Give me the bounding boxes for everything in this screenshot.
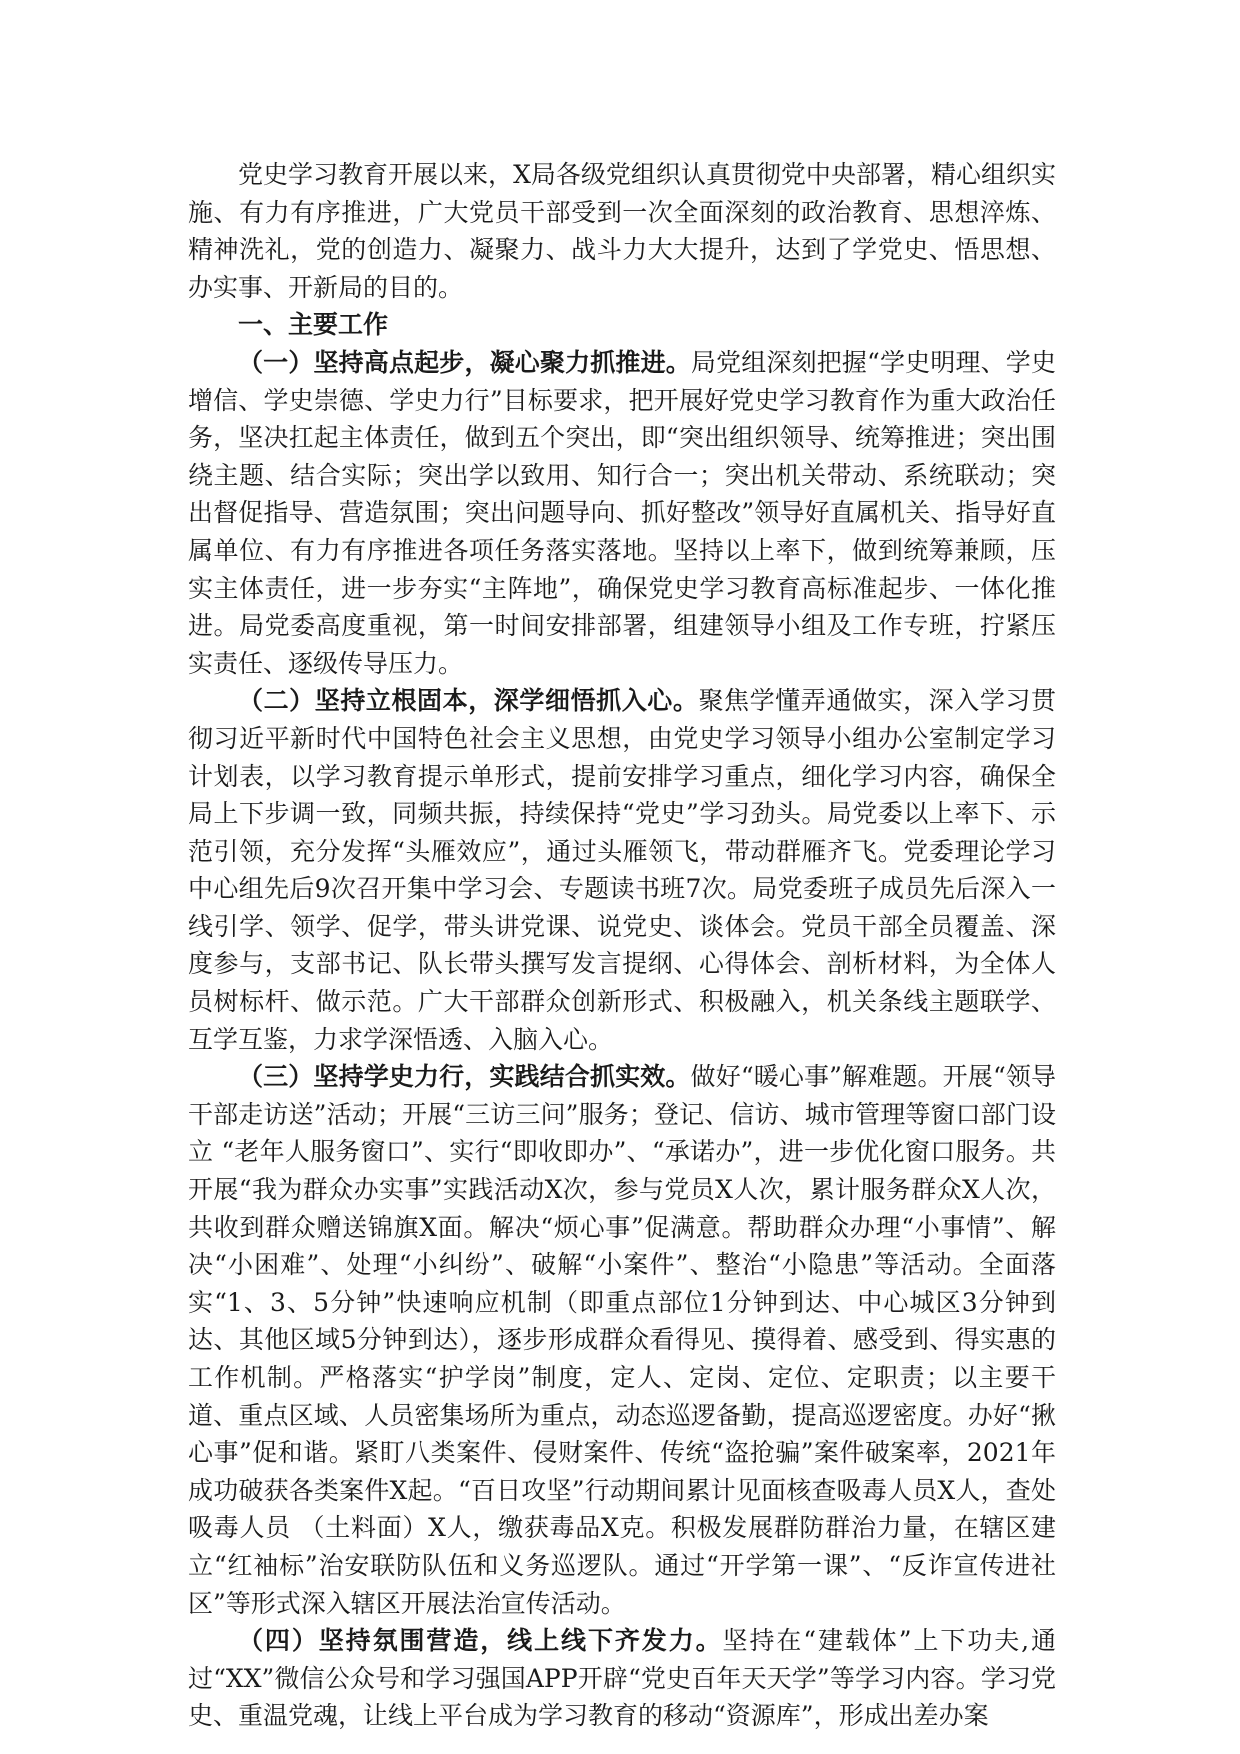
work-item-paragraph <box>188 682 1056 1058</box>
section-heading-main-work: 一、主要工作 <box>238 310 389 340</box>
work-item-lead: （二）坚持立根固本，深学细悟抓入心。 <box>238 686 699 716</box>
work-item-body: 做好“暖心事”解难题。开展“领导干部走访送”活动；开展“三访三问”服务；登记、信访、城市管理等窗口部门设立 “老年人服务窗口”、实行“即收即办”、“承诺办”，进一步优化窗口服务。共开展“我为群众办实事”实践活动X次，参与党员X人次，累计服务群众X人次，共收到群众赠送锦旗X面。解决“烦心事”促满意。帮助群众办理“小事情”、解决“小困难”、处理“小纠纷”、破解“小案件”、整治“小隐患”等活动。全面落实“1、3、5分钟”快速响应机制（即重点部位1分钟到达、中心城区3分钟到达、其他区域5分钟到达），逐步形成群众看得见、摸得着、感受到、得实惠的工作机制。严格落实“护学岗”制度，定人、定岗、定位、定职责；以主要干道、重点区域、人员密集场所为重点，动态巡逻备勤，提高巡逻密度。办好“揪心事”促和谐。紧盯八类案件、侵财案件、传统“盗抢骗”案件破案率，2021年成功破获各类案件X起。“百日攻坚”行动期间累计见面核查吸毒人员X人，查处吸毒人员 （土料面）X人，缴获毒品X克。积极发展群防群治力量，在辖区建立“红袖标”治安联防队伍和义务巡逻队。通过“开学第一课”、“反诈宣传进社区”等形式深入辖区开展法治宣传活动。 <box>188 1062 1056 1618</box>
work-item-body: 聚焦学懂弄通做实，深入学习贯彻习近平新时代中国特色社会主义思想，由党史学习领导小组办公室制定学习计划表，以学习教育提示单形式，提前安排学习重点，细化学习内容，确保全局上下步调一致，同频共振，持续保持“党史”学习劲头。局党委以上率下、示范引领，充分发挥“头雁效应”，通过头雁领飞，带动群雁齐飞。党委理论学习中心组先后9次召开集中学习会、专题读书班7次。局党委班子成员先后深入一线引学、领学、促学，带头讲党课、说党史、谈体会。党员干部全员覆盖、深度参与，支部书记、队长带头撰写发言提纲、心得体会、剖析材料，为全体人员树标杆、做示范。广大干部群众创新形式、积极融入，机关条线主题联学、互学互鉴，力求学深悟透、入脑入心。 <box>188 686 1056 1054</box>
work-item-paragraph <box>188 344 1056 682</box>
work-item-paragraph <box>188 1058 1056 1622</box>
work-item-lead: （三）坚持学史力行，实践结合抓实效。 <box>238 1062 691 1092</box>
work-item-lead: （四）坚持氛围营造，线上线下齐发力。 <box>238 1626 723 1656</box>
work-item-body: 局党组深刻把握“学史明理、学史增信、学史崇德、学史力行”目标要求，把开展好党史学习教育作为重大政治任务，坚决扛起主体责任，做到五个突出，即“突出组织领导、统筹推进；突出围绕主题、结合实际；突出学以致用、知行合一；突出机关带动、系统联动；突出督促指导、营造氛围；突出问题导向、抓好整改”领导好直属机关、指导好直属单位、有力有序推进各项任务落实落地。坚持以上率下，做到统筹兼顾，压实主体责任，进一步夯实“主阵地”，确保党史学习教育高标准起步、一体化推进。局党委高度重视，第一时间安排部署，组建领导小组及工作专班，拧紧压实责任、逐级传导压力。 <box>188 347 1056 678</box>
intro-paragraph: 党史学习教育开展以来，X局各级党组织认真贯彻党中央部署，精心组织实施、有力有序推进，广大党员干部受到一次全面深刻的政治教育、思想淬炼、精神洗礼，党的创造力、凝聚力、战斗力大大提升，达到了学党史、悟思想、办实事、开新局的目的。 <box>188 160 1056 302</box>
work-item-lead: （一）坚持高点起步，凝心聚力抓推进。 <box>238 347 691 377</box>
work-item-body: 坚持在“建载体”上下功夫,通过“XX”微信公众号和学习强国APP开辟“党史百年天天学”等学习内容。学习党史、重温党魂，让线上平台成为学习教育的移动“资源库”，形成出差办案 <box>188 1626 1056 1731</box>
document-page <box>188 156 1056 1735</box>
work-item-paragraph <box>188 1622 1056 1735</box>
